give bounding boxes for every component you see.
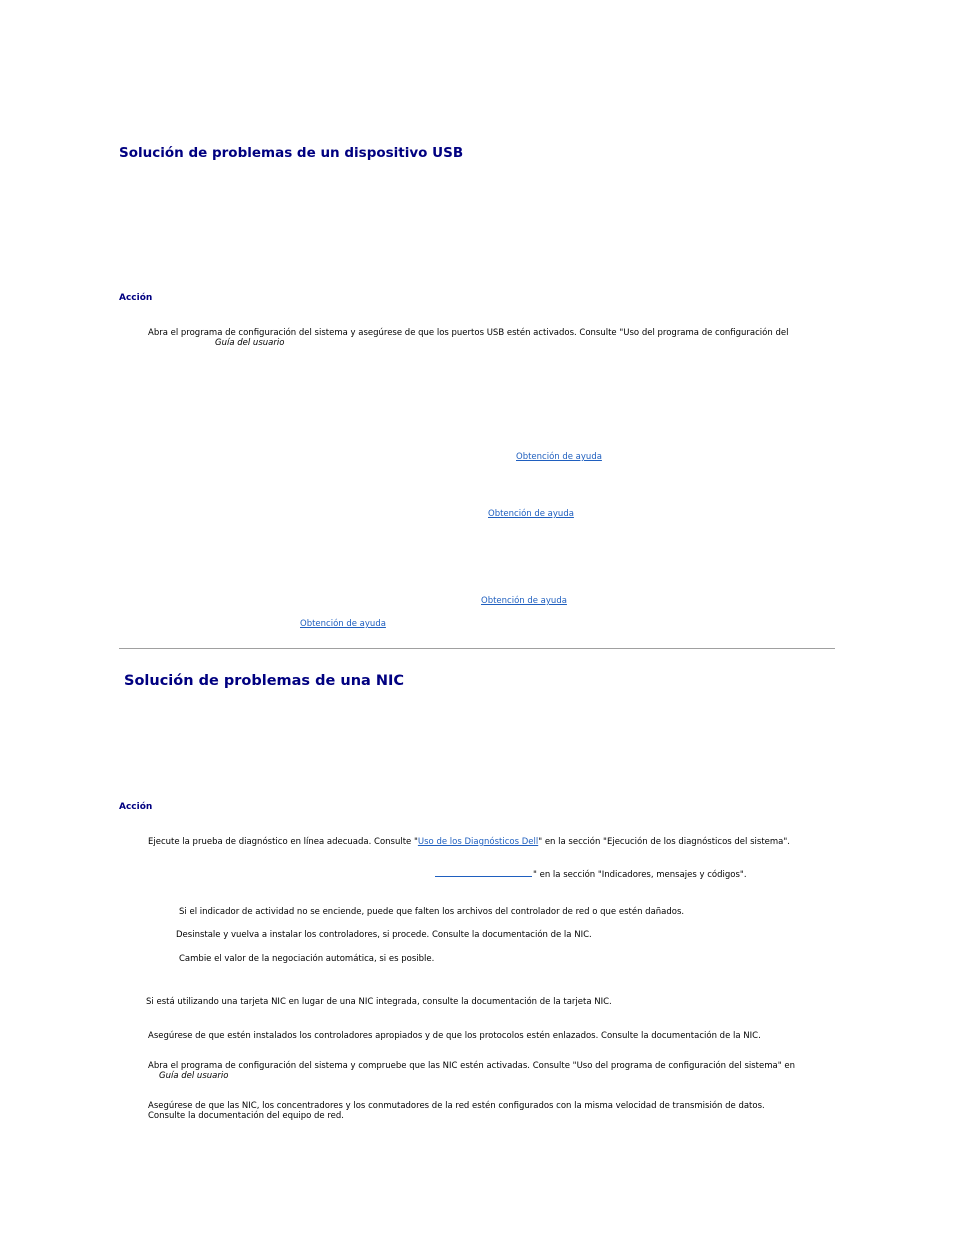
nic-diagnostics-step [148, 837, 790, 847]
usb-step-setup-text: Abra el programa de configuración del sistema y asegúrese de que los puertos USB estén activados. Consulte "Uso del programa de configuración del [148, 328, 789, 338]
nic-card-step: Si está utilizando una tarjeta NIC en lugar de una NIC integrada, consulte la documentación de la tarjeta NIC. [146, 997, 612, 1007]
nic-indicators-step [435, 867, 747, 880]
help-link-3[interactable]: Obtención de ayuda [481, 596, 567, 606]
nic-setup-guide: Guía del usuario [159, 1071, 229, 1081]
usb-section-title: Solución de problemas de un dispositivo USB [119, 145, 464, 161]
indicators-link[interactable] [435, 867, 532, 877]
usb-step-setup-guide: Guía del usuario [215, 338, 285, 348]
nic-diagnostics-text-before: Ejecute la prueba de diagnóstico en línea adecuada. Consulte " [148, 837, 418, 847]
help-link-1[interactable]: Obtención de ayuda [516, 452, 602, 462]
nic-sub-item-3: Cambie el valor de la negociación automática, si es posible. [179, 954, 435, 964]
usb-action-header: Acción [119, 293, 153, 303]
nic-drivers-step: Asegúrese de que estén instalados los controladores apropiados y de que los protocolos estén enlazados. Consulte la documentación de la NIC. [148, 1031, 761, 1041]
nic-diagnostics-text-after: " en la sección "Ejecución de los diagnósticos del sistema". [538, 837, 790, 847]
nic-action-header: Acción [119, 802, 153, 812]
nic-setup-step: Abra el programa de configuración del sistema y compruebe que las NIC estén activadas. Consulte "Uso del programa de configuración del sistema" en [148, 1061, 795, 1071]
help-link-2[interactable]: Obtención de ayuda [488, 509, 574, 519]
nic-speed-step-line2: Consulte la documentación del equipo de red. [148, 1111, 344, 1121]
nic-sub-item-2: Desinstale y vuelva a instalar los controladores, si procede. Consulte la documentación de la NIC. [176, 930, 592, 940]
help-link-4[interactable]: Obtención de ayuda [300, 619, 386, 629]
nic-indicators-text: " en la sección "Indicadores, mensajes y códigos". [533, 870, 747, 880]
nic-section-title: Solución de problemas de una NIC [124, 673, 405, 689]
section-divider [119, 648, 835, 649]
dell-diagnostics-link[interactable]: Uso de los Diagnósticos Dell [417, 837, 539, 847]
nic-speed-step-line1: Asegúrese de que las NIC, los concentradores y los conmutadores de la red estén configurados con la misma velocidad de transmisión de datos. [148, 1101, 765, 1111]
nic-sub-item-1: Si el indicador de actividad no se enciende, puede que falten los archivos del controlador de red o que estén dañados. [179, 907, 685, 917]
